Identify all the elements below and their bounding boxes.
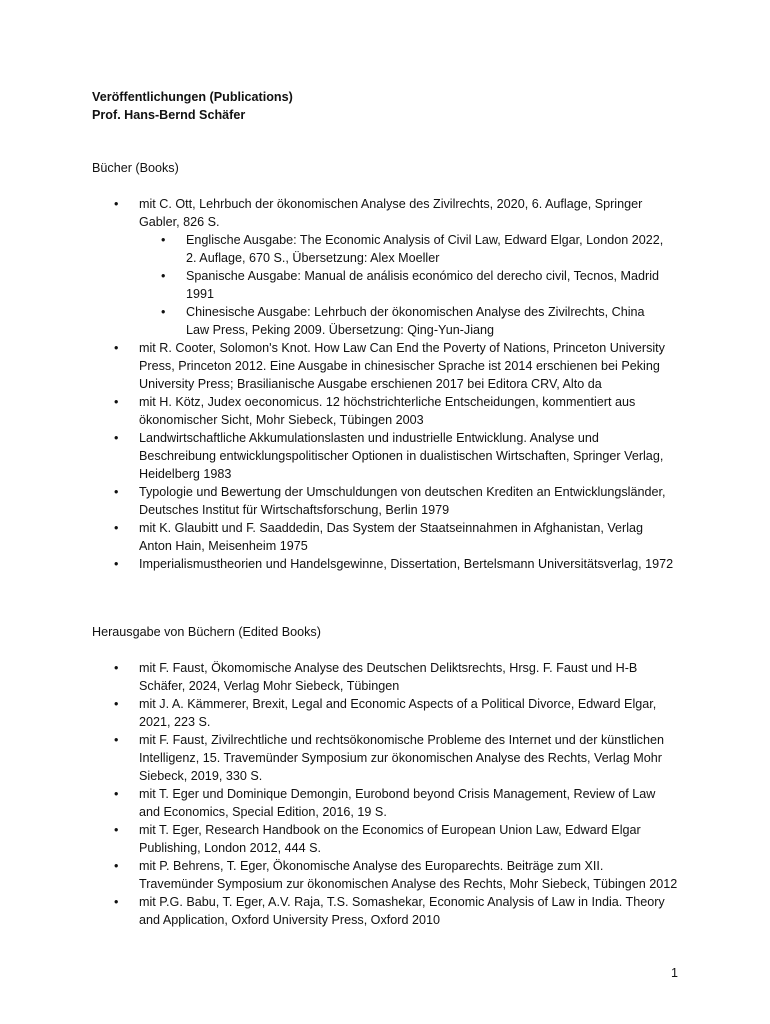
list-item [118,659,678,695]
list-item [118,339,678,393]
list-item [118,519,678,555]
book-entry-text: mit R. Cooter, Solomon's Knot. How Law Can End the Poverty of Nations, Princeton University Press, Princeton 2012. Eine Ausgabe in chinesischer Sprache ist 2014 erschienen bei Peking University Press; Brasilianische Ausgabe erschienen 2017 bei Editora CRV, Alto da [139,341,665,391]
translation-entry-text: Englische Ausgabe: The Economic Analysis of Civil Law, Edward Elgar, London 2022, 2. Auflage, 670 S., Übersetzung: Alex Moeller [186,233,664,265]
translations-list [165,231,665,339]
edited-book-entry-text: mit J. A. Kämmerer, Brexit, Legal and Economic Aspects of a Political Divorce, Edward Elgar, 2021, 223 S. [139,697,657,729]
list-item [118,857,678,893]
book-entry-text: Landwirtschaftliche Akkumulationslasten und industrielle Entwicklung. Analyse und Beschreibung entwicklungspolitischer Optionen in dualistischen Wirtschaften, Springer Verlag, Heidelberg 1983 [139,431,664,481]
book-entry-text: Typologie und Bewertung der Umschuldungen von deutschen Krediten an Entwicklungsländer, Deutsches Institut für Wirtschaftsforschung, Berlin 1979 [139,485,666,517]
document-header [92,88,293,124]
list-item [165,267,665,303]
edited-book-entry-text: mit P. Behrens, T. Eger, Ökonomische Analyse des Europarechts. Beiträge zum XII. Travemünder Symposium zur ökonomischen Analyse des Rechts, Mohr Siebeck, Tübingen 2012 [139,859,678,891]
book-entry-text: Imperialismustheorien und Handelsgewinne, Dissertation, Bertelsmann Universitätsverlag, 1972 [139,557,674,571]
book-entry-text: mit C. Ott, Lehrbuch der ökonomischen Analyse des Zivilrechts, 2020, 6. Auflage, Springer Gabler, 826 S. [139,197,643,229]
list-item [118,821,678,857]
page-number: 1 [670,966,678,980]
translation-entry-text: Spanische Ausgabe: Manual de análisis económico del derecho civil, Tecnos, Madrid 1991 [186,269,660,301]
edited-book-entry-text: mit F. Faust, Zivilrechtliche und rechtsökonomische Probleme des Internet und der künstlichen Intelligenz, 15. Travemünder Symposium zur ökonomischen Analyse des Rechts, Verlag Mohr Siebeck, 2019, 330 S. [139,733,664,783]
edited-book-entry-text: mit F. Faust, Ökomomische Analyse des Deutschen Deliktsrechts, Hrsg. F. Faust und H-B Schäfer, 2024, Verlag Mohr Siebeck, Tübingen [139,661,638,693]
edited-book-entry-text: mit P.G. Babu, T. Eger, A.V. Raja, T.S. Somashekar, Economic Analysis of Law in India. Theory and Application, Oxford University Press, Oxford 2010 [139,895,665,927]
edited-books-list [118,659,678,929]
books-heading: Bücher (Books) [92,161,179,175]
list-item [118,785,678,821]
edited-books-heading: Herausgabe von Büchern (Edited Books) [92,625,321,639]
list-item [165,231,665,267]
list-item [118,393,678,429]
list-item [118,893,678,929]
list-item [165,303,665,339]
edited-book-entry-text: mit T. Eger, Research Handbook on the Economics of European Union Law, Edward Elgar Publishing, London 2012, 444 S. [139,823,641,855]
list-item [118,195,678,339]
list-item [118,695,678,731]
list-item [118,555,678,573]
book-entry-text: mit K. Glaubitt und F. Saaddedin, Das System der Staatseinnahmen in Afghanistan, Verlag Anton Hain, Meisenheim 1975 [139,521,644,553]
books-list [118,195,678,573]
translation-entry-text: Chinesische Ausgabe: Lehrbuch der ökonomischen Analyse des Zivilrechts, China Law Press, Peking 2009. Übersetzung: Qing-Yun-Jiang [186,305,645,337]
list-item [118,731,678,785]
book-entry-text: mit H. Kötz, Judex oeconomicus. 12 höchstrichterliche Entscheidungen, kommentiert aus ökonomischer Sicht, Mohr Siebeck, Tübingen 2003 [139,395,636,427]
edited-book-entry-text: mit T. Eger und Dominique Demongin, Eurobond beyond Crisis Management, Review of Law and Economics, Special Edition, 2016, 19 S. [139,787,656,819]
list-item [118,429,678,483]
list-item [118,483,678,519]
author-name: Prof. Hans-Bernd Schäfer [92,108,246,122]
document-title: Veröffentlichungen (Publications) [92,90,293,104]
